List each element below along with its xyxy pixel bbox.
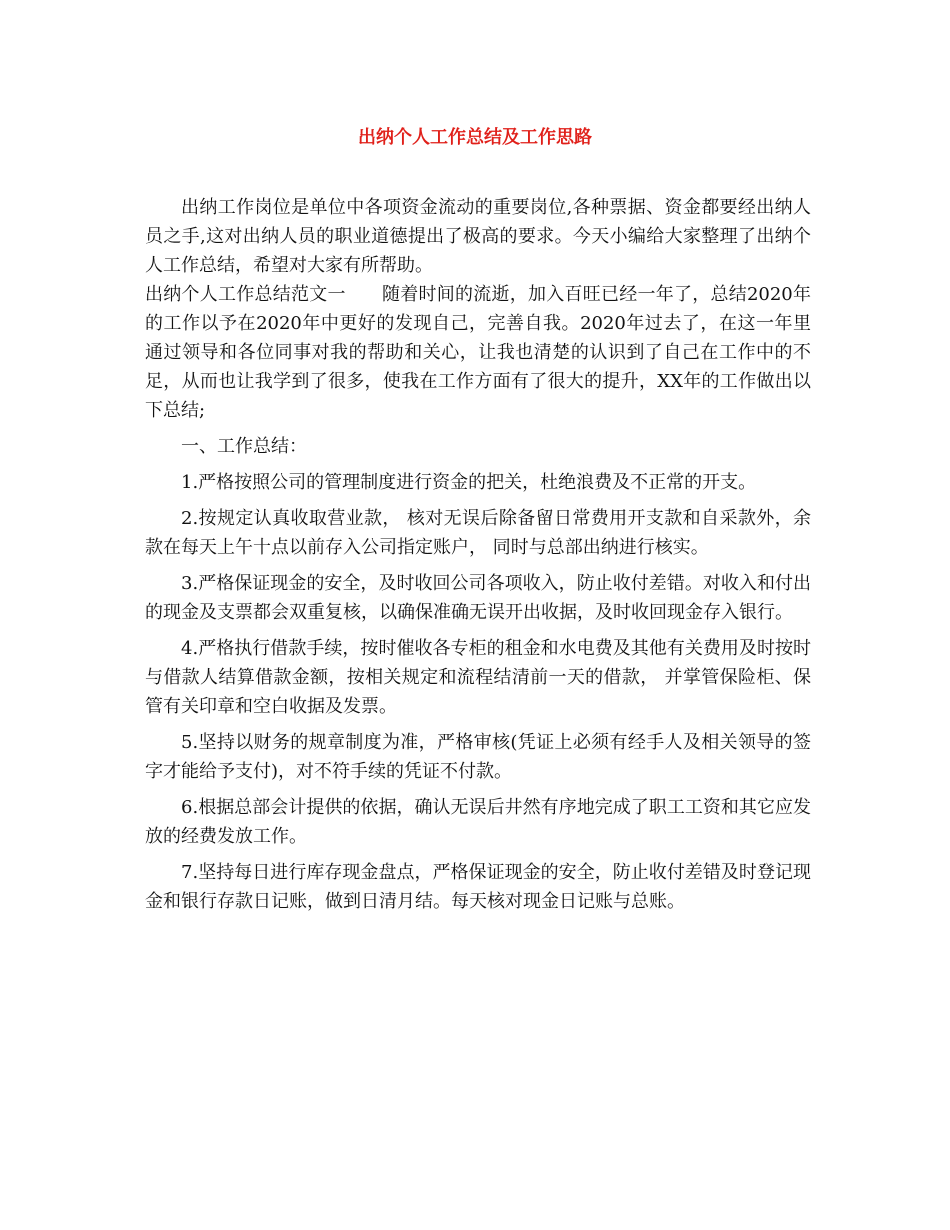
list-item: 5.坚持以财务的规章制度为准，严格审核(凭证上必须有经手人及相关领导的签字才能给予支付)，对不符手续的凭证不付款。	[145, 732, 811, 782]
sample-paragraph	[145, 280, 811, 425]
section-heading: 一、工作总结：	[181, 436, 307, 457]
intro-paragraph: 出纳工作岗位是单位中各项资金流动的重要岗位,各种票据、资金都要经出纳人员之手,这对出纳人员的职业道德提出了极高的要求。今天小编给大家整理了出纳个人工作总结，希望对大家有所帮助。	[145, 197, 811, 276]
list-item: 7.坚持每日进行库存现金盘点，严格保证现金的安全，防止收付差错及时登记现金和银行存款日记账，做到日清月结。每天核对现金日记账与总账。	[145, 862, 811, 912]
list-item: 2.按规定认真收取营业款， 核对无误后除备留日常费用开支款和自采款外，余款在每天上午十点以前存入公司指定账户， 同时与总部出纳进行核实。	[145, 508, 811, 558]
document-body	[145, 193, 811, 923]
sample-heading: 出纳个人工作总结范文一	[145, 284, 346, 305]
sample-opening: 随着时间的流逝，加入百旺已经一年了，总结2020年的工作以予在2020年中更好的发现自己，完善自我。2020年过去了，在这一年里通过领导和各位同事对我的帮助和关心，让我也清楚的认识到了自己在工作中的不足，从而也让我学到了很多，使我在工作方面有了很大的提升，XX年的工作做出以下总结;	[145, 284, 811, 421]
list-item: 4.严格执行借款手续，按时催收各专柜的租金和水电费及其他有关费用及时按时与借款人结算借款金额，按相关规定和流程结清前一天的借款， 并掌管保险柜、保管有关印章和空白收据及发票。	[145, 638, 811, 717]
list-item: 6.根据总部会计提供的依据，确认无误后井然有序地完成了职工工资和其它应发放的经费发放工作。	[145, 797, 811, 847]
document-title: 出纳个人工作总结及工作思路	[358, 127, 592, 148]
list-item: 1.严格按照公司的管理制度进行资金的把关，杜绝浪费及不正常的开支。	[181, 472, 757, 493]
list-item: 3.严格保证现金的安全，及时收回公司各项收入，防止收付差错。对收入和付出的现金及支票都会双重复核，以确保准确无误开出收据，及时收回现金存入银行。	[145, 573, 811, 623]
